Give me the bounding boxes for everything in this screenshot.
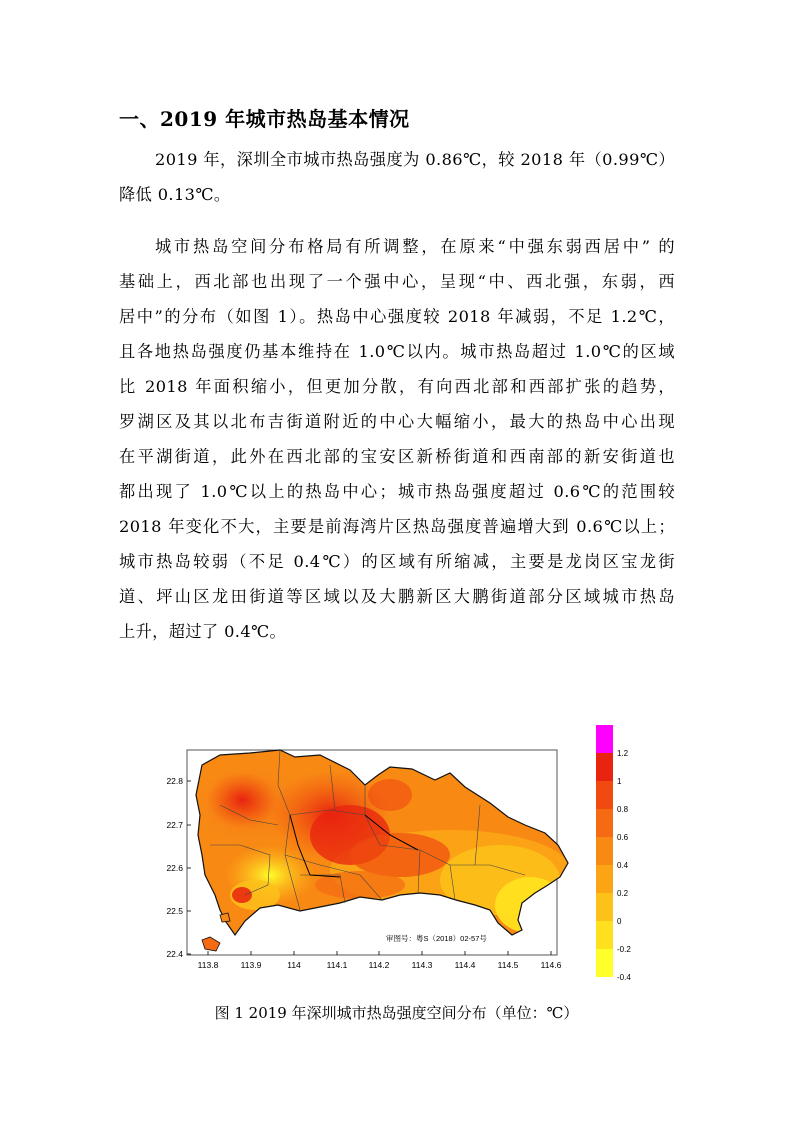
colorbar: [596, 725, 631, 982]
colorbar-swatch: [596, 781, 613, 809]
colorbar-label: -0.4: [617, 973, 631, 982]
figure-caption: 图 1 2019 年深圳城市热岛强度空间分布（单位：℃）: [214, 1004, 579, 1022]
colorbar-swatch: [596, 725, 613, 753]
paragraph-line: 都出现了 1.0℃以上的热岛中心；城市热岛强度超过 0.6℃的范围较: [119, 482, 675, 501]
colorbar-swatch: [596, 949, 613, 977]
paragraph-line: 上升，超过了 0.4℃。: [119, 622, 287, 641]
colorbar-swatch: [596, 921, 613, 949]
x-tick-label: 114.3: [411, 960, 433, 970]
colorbar-swatch: [596, 837, 613, 865]
x-tick-label: 113.8: [197, 960, 219, 970]
section-heading: 一、2019 年城市热岛基本情况: [119, 107, 410, 131]
y-tick-label: 22.7: [166, 820, 183, 830]
paragraph-line: 基础上，西北部也出现了一个强中心，呈现“中、西北强，东弱，西: [119, 272, 675, 291]
x-axis-labels: [198, 960, 562, 970]
x-tick-label: 114.4: [454, 960, 476, 970]
heat-island-map: [150, 725, 650, 985]
x-tick-label: 114.2: [368, 960, 390, 970]
paragraph-line: 降低 0.13℃。: [119, 185, 231, 204]
paragraph-line: 在平湖街道，此外在西北部的宝安区新桥街道和西南部的新安街道也: [119, 447, 675, 466]
island: [220, 913, 230, 922]
colorbar-label: 1: [617, 777, 622, 786]
colorbar-label: 0: [617, 917, 622, 926]
x-tick-label: 114.5: [497, 960, 519, 970]
x-tick-label: 114.6: [540, 960, 562, 970]
y-axis-labels: [166, 776, 183, 959]
paragraph-line: 居中”的分布（如图 1）。热岛中心强度较 2018 年减弱，不足 1.2℃，: [119, 307, 675, 326]
colorbar-swatch: [596, 893, 613, 921]
x-tick-label: 114: [287, 960, 301, 970]
x-tick-label: 114.1: [326, 960, 348, 970]
paragraph-line: 且各地热岛强度仍基本维持在 1.0℃以内。城市热岛超过 1.0℃的区域: [119, 342, 675, 361]
colorbar-label: 1.2: [617, 749, 629, 758]
y-tick-label: 22.5: [166, 906, 183, 916]
paragraph-line: 比 2018 年面积缩小，但更加分散，有向西北部和西部扩张的趋势，: [119, 377, 675, 396]
colorbar-swatch: [596, 809, 613, 837]
paragraph-line: 2019 年，深圳全市城市热岛强度为 0.86℃，较 2018 年（0.99℃）: [155, 150, 675, 169]
y-tick-label: 22.8: [166, 776, 183, 786]
colorbar-label: 0.8: [617, 805, 629, 814]
paragraph-2: [119, 229, 675, 649]
x-tick-label: 113.9: [240, 960, 262, 970]
paragraph-line: 2018 年变化不大，主要是前海湾片区热岛强度普遍增大到 0.6℃以上；: [119, 517, 675, 536]
paragraph-line: 道、坪山区龙田街道等区域以及大鹏新区大鹏街道部分区域城市热岛: [119, 587, 675, 606]
colorbar-label: 0.2: [617, 889, 629, 898]
colorbar-label: -0.2: [617, 945, 631, 954]
paragraph-line: 城市热岛空间分布格局有所调整，在原来“中强东弱西居中” 的: [155, 237, 675, 256]
colorbar-label: 0.4: [617, 861, 629, 870]
paragraph-line: 城市热岛较弱（不足 0.4℃）的区域有所缩减，主要是龙岗区宝龙街: [119, 552, 675, 571]
colorbar-labels: [617, 749, 631, 982]
paragraph-line: 罗湖区及其以北布吉街道附近的中心大幅缩小，最大的热岛中心出现: [119, 412, 675, 431]
colorbar-swatch: [596, 753, 613, 781]
paragraph-1: [119, 142, 675, 212]
colorbar-label: 0.6: [617, 833, 629, 842]
heat-island-map-figure: [150, 725, 650, 985]
y-tick-label: 22.6: [166, 863, 183, 873]
colorbar-swatch: [596, 865, 613, 893]
y-tick-label: 22.4: [166, 949, 183, 959]
map-approval-number: 审图号：粤S（2018）02-57号: [386, 934, 487, 943]
